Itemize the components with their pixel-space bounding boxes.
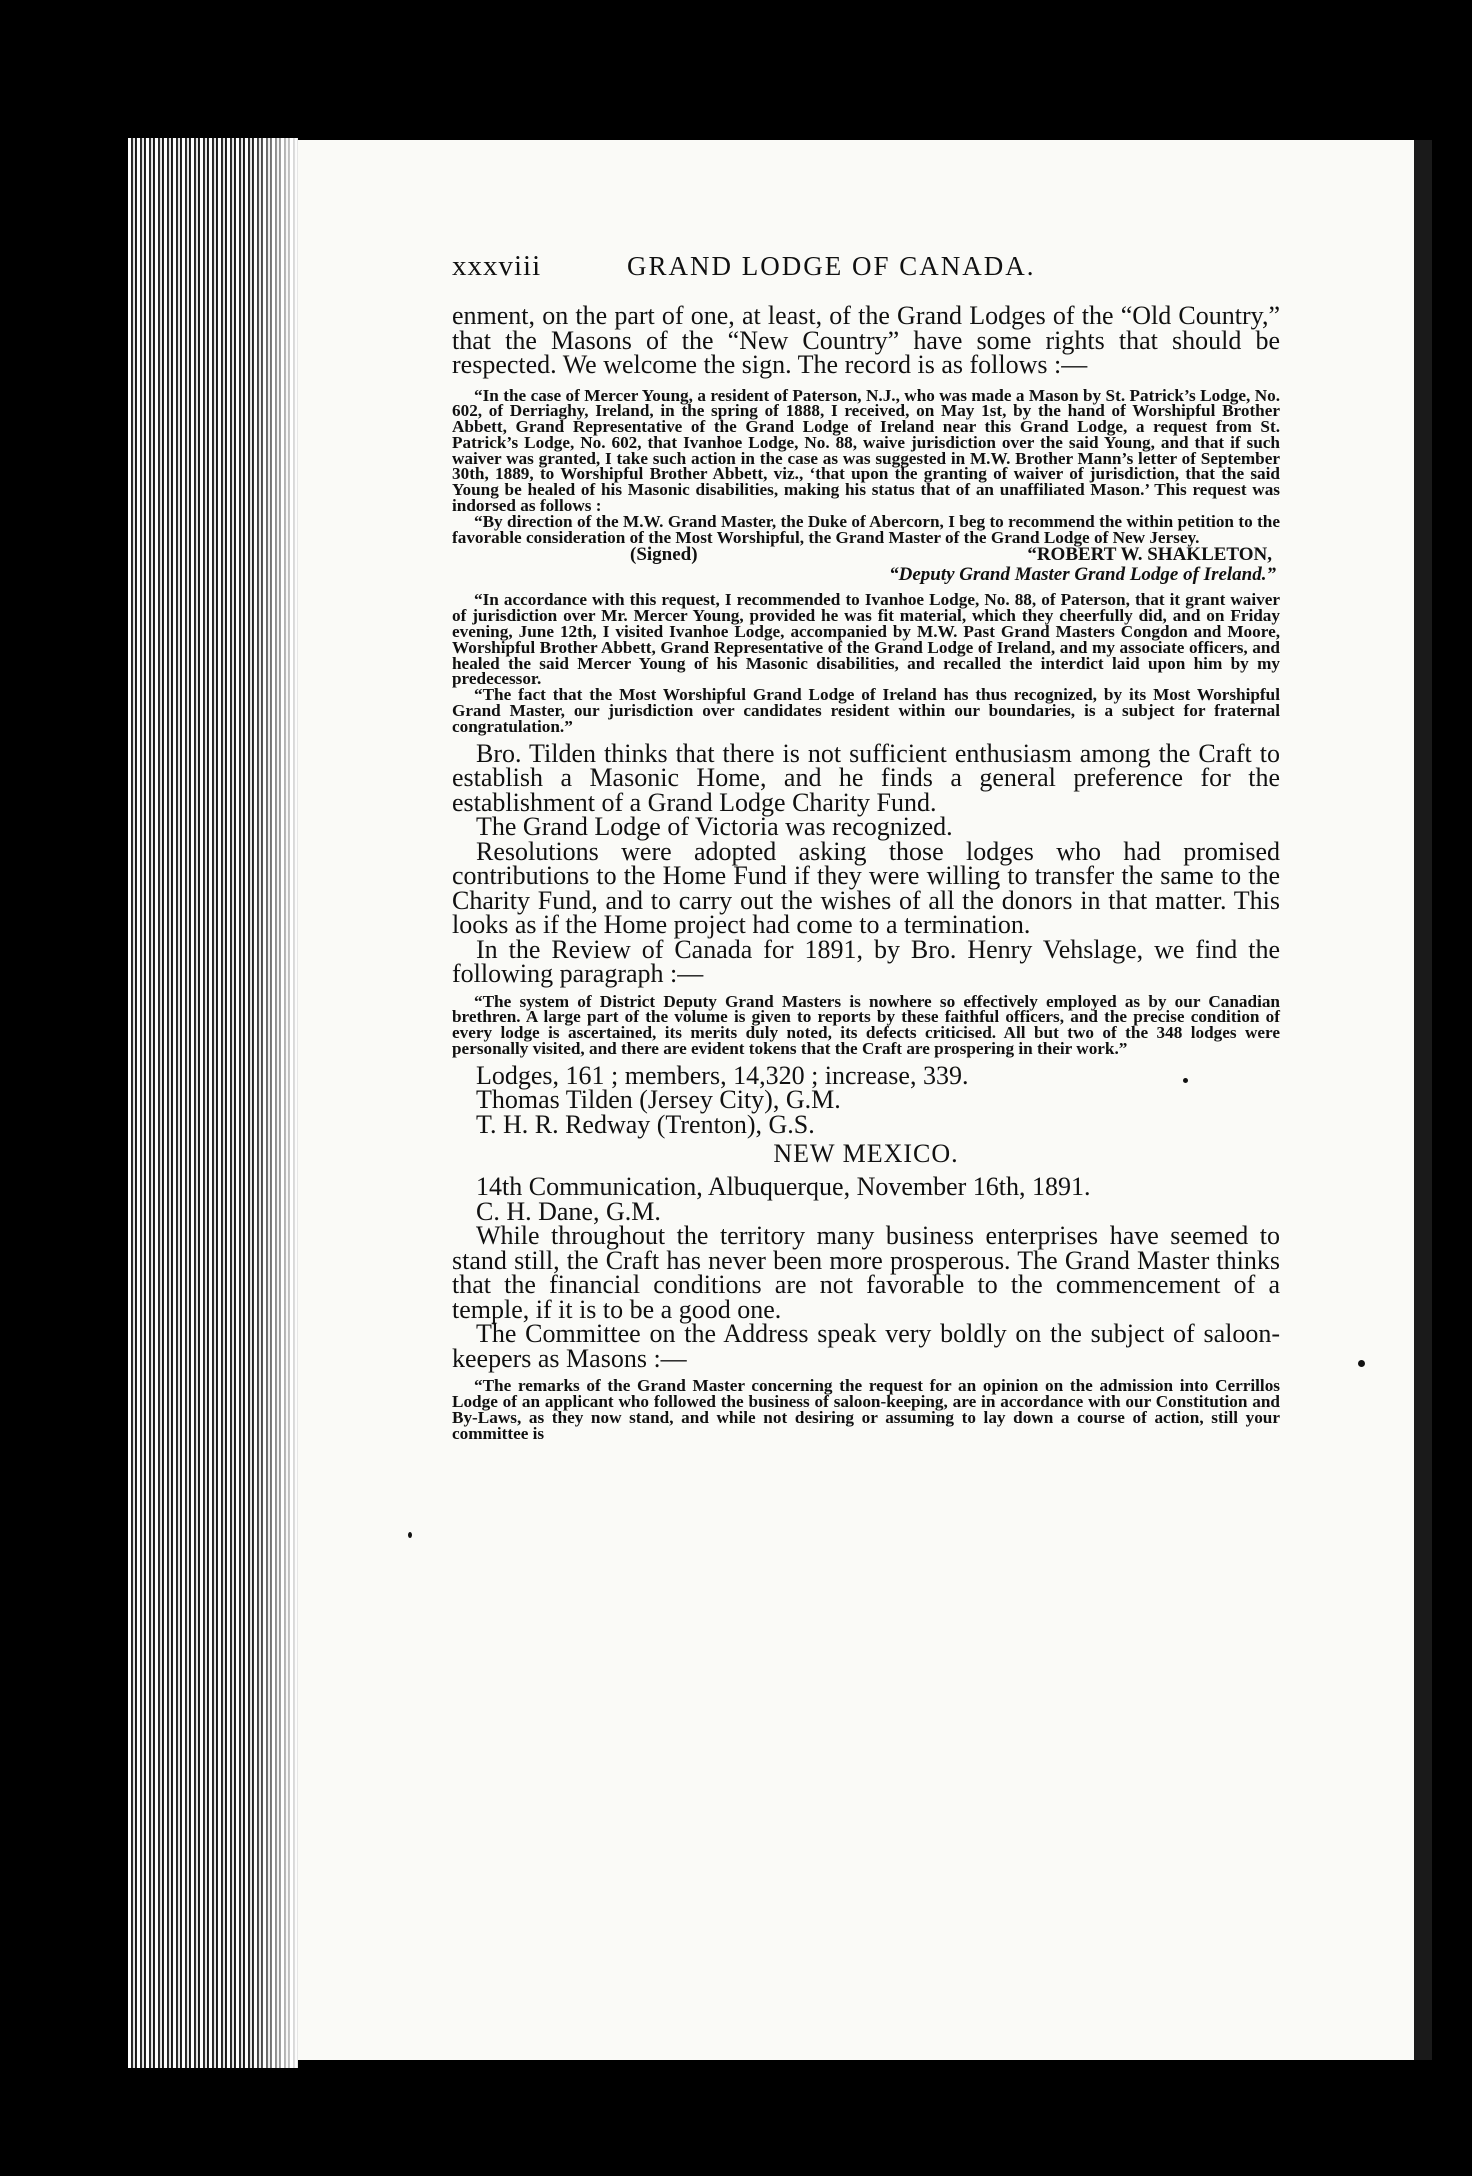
paragraph: While throughout the territory many business enterprises have seemed to stand still, the Craft has never been more prosperous. The Grand Master thinks that the financial conditions are not favorable to the commencement of a temple, if it is to be a good one. xyxy=(452,1221,1280,1324)
page-content xyxy=(452,250,1280,1442)
signature-line xyxy=(452,545,1280,565)
spine-shadow xyxy=(250,138,298,2068)
grand-master-line: Thomas Tilden (Jersey City), G.M. xyxy=(476,1085,841,1115)
paragraph: Bro. Tilden thinks that there is not sufficient enthusiasm among the Craft to establish a Masonic Home, and he finds a general preference for the establishment of a Grand Lodge Charity Fund. xyxy=(452,738,1280,817)
paragraph: The Committee on the Address speak very boldly on the subject of saloon-keepers as Masons :— xyxy=(452,1319,1280,1373)
block-quote: “The system of District Deputy Grand Masters is nowhere so effectively employed as by our Canadian brethren. A large part of the volume is given to reports by these faithful officers, and the precise condition of every lodge is ascertained, its merits duly noted, its defects criticised. All but two of the 348 lodges were personally visited, and there are evident tokens that the Craft are prospering in their work.” xyxy=(452,991,1280,1059)
book-page xyxy=(298,140,1414,2060)
block-quote: “By direction of the M.W. Grand Master, the Duke of Abercorn, I beg to recommend the within petition to the favorable consideration of the Most Worshipful, the Grand Master of the Grand Lodge of New Jersey. xyxy=(452,511,1280,547)
section-heading: NEW MEXICO. xyxy=(773,1139,959,1169)
block-quote: “In the case of Mercer Young, a resident of Paterson, N.J., who was made a Mason by St. Patrick’s Lodge, No. 602, of Derriaghy, Ireland, in the spring of 1888, I received, on May 1st, by the hand of Worshipful Brother Abbett, Grand Representative of the Grand Lodge of Ireland near this Grand Lodge, a request from St. Patrick’s Lodge, No. 602, that Ivanhoe Lodge, No. 88, waive jurisdiction over the said Young, and that if such waiver was granted, I take such action in the case as was suggested in M.W. Brother Mann’s letter of September 30th, 1889, to Worshipful Brother Abbett, viz., ‘that upon the granting of waiver of jurisdiction, that the said Young be healed of his Masonic disabilities, making his status that of an unaffiliated Mason.’ This request was indorsed as follows : xyxy=(452,385,1280,516)
ink-speck xyxy=(1358,1360,1365,1367)
grand-master-line: C. H. Dane, G.M. xyxy=(476,1196,661,1226)
paragraph: Resolutions were adopted asking those lodges who had promised contributions to the Home Fund if they were willing to transfer the same to the Charity Fund, and to carry out the wishes of all the donors in that matter. This looks as if the Home project had come to a termination. xyxy=(452,836,1280,940)
paragraph: enment, on the part of one, at least, of the Grand Lodges of the “Old Country,” that the Masons of the “New Country” have some rights that should be respected. We welcome the sign. The record is as follows :— xyxy=(452,301,1280,379)
grand-secretary-line: T. H. R. Redway (Trenton), G.S. xyxy=(476,1109,815,1139)
running-title: GRAND LODGE OF CANADA. xyxy=(627,251,1036,281)
page-number: xxxviii xyxy=(452,250,542,282)
block-quote: “In accordance with this request, I recommended to Ivanhoe Lodge, No. 88, of Paterson, that it grant waiver of jurisdiction over Mr. Mercer Young, provided he was fit material, which they cheerfully did, and on Friday evening, June 12th, I visited Ivanhoe Lodge, accompanied by M.W. Past Grand Masters Congdon and Moore, Worshipful Brother Abbett, Grand Representative of the Grand Lodge of Ireland, and my associate officers, and healed the said Mercer Young of his Masonic disabilities, and recalled the interdict laid upon him by my predecessor. xyxy=(452,590,1280,689)
signatory-name: “ROBERT W. SHAKLETON, xyxy=(1027,544,1272,566)
running-header xyxy=(452,250,1280,304)
communication-line: 14th Communication, Albuquerque, November 16th, 1891. xyxy=(476,1172,1091,1202)
block-quote: “The fact that the Most Worshipful Grand Lodge of Ireland has thus recognized, by its Most Worshipful Grand Master, our jurisdiction over candidates resident within our boundaries, is a subject for fraternal congratulation.” xyxy=(452,685,1280,736)
statistics-line: Lodges, 161 ; members, 14,320 ; increase, 339. xyxy=(476,1060,969,1090)
paragraph: In the Review of Canada for 1891, by Bro. Henry Vehslage, we find the following paragraph :— xyxy=(452,934,1280,989)
right-page-edge xyxy=(1414,140,1432,2060)
paragraph: The Grand Lodge of Victoria was recognized. xyxy=(476,812,953,842)
signatory-title: “Deputy Grand Master Grand Lodge of Ireland.” xyxy=(889,564,1276,586)
ink-speck xyxy=(408,1532,412,1538)
signed-label: (Signed) xyxy=(630,544,698,566)
block-quote: “The remarks of the Grand Master concerning the request for an opinion on the admission into Cerrillos Lodge of an applicant who followed the business of saloon-keeping, are in accordance with our Constitution and By-Laws, as they now stand, and while not desiring or assuming to lay down a course of action, still your committee is xyxy=(452,1376,1280,1443)
